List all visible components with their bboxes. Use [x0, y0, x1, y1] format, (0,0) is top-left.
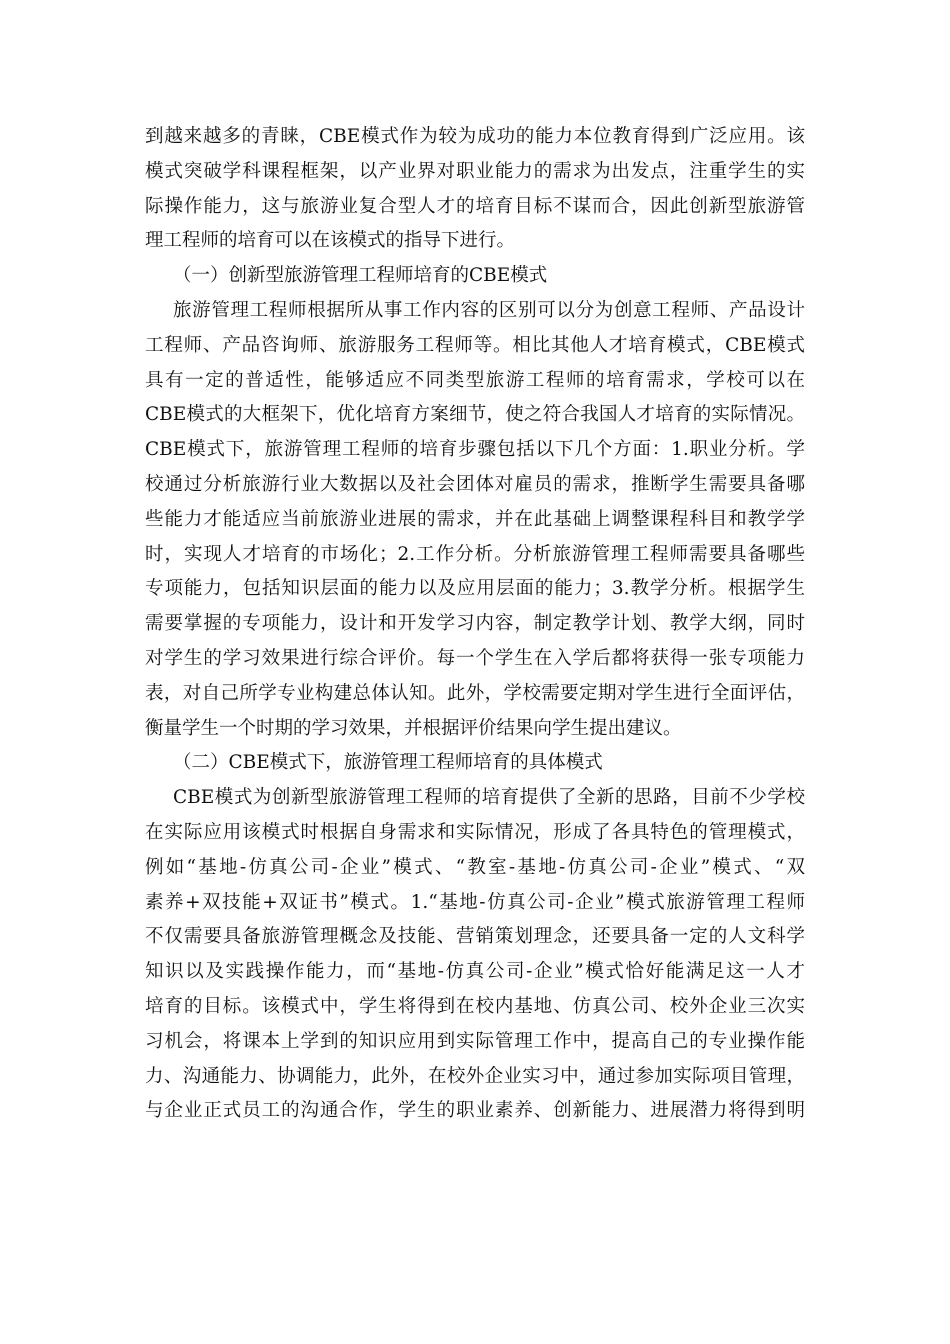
paragraph-line: 表，对自己所学专业构建总体认知。此外，学校需要定期对学生进行全面评估，	[145, 682, 805, 704]
paragraph-line: 工程师、产品咨询师、旅游服务工程师等。相比其他人才培育模式，CBE模式	[145, 334, 805, 356]
paragraph-line: 专项能力，包括知识层面的能力以及应用层面的能力；3.教学分析。根据学生	[145, 578, 805, 600]
section-heading: （一）创新型旅游管理工程师培育的CBE模式	[173, 265, 548, 287]
document-body-text	[145, 120, 805, 1129]
paragraph-line: CBE模式下，旅游管理工程师的培育步骤包括以下几个方面：1.职业分析。学	[145, 439, 805, 461]
paragraph-line: 素养+双技能+双证书”模式。1.“基地-仿真公司-企业”模式旅游管理工程师	[145, 891, 805, 913]
paragraph-line: 理工程师的培育可以在该模式的指导下进行。	[145, 230, 516, 252]
paragraph-line: 时，实现人才培育的市场化；2.工作分析。分析旅游管理工程师需要具备哪些	[145, 543, 805, 565]
paragraph-line: 需要掌握的专项能力，设计和开发学习内容，制定教学计划、教学大纲，同时	[145, 613, 805, 635]
paragraph-line: 旅游管理工程师根据所从事工作内容的区别可以分为创意工程师、产品设计	[173, 299, 805, 321]
paragraph-line: 些能力才能适应当前旅游业进展的需求，并在此基础上调整课程科目和教学学	[145, 508, 805, 530]
paragraph-line: 具有一定的普适性，能够适应不同类型旅游工程师的培育需求，学校可以在	[145, 369, 805, 391]
paragraph-line: 模式突破学科课程框架，以产业界对职业能力的需求为出发点，注重学生的实	[145, 160, 805, 182]
paragraph-line: 与企业正式员工的沟通合作，学生的职业素养、创新能力、进展潜力将得到明	[145, 1100, 805, 1122]
paragraph-line: 不仅需要具备旅游管理概念及技能、营销策划理念，还要具备一定的人文科学	[145, 926, 805, 948]
paragraph-line: 培育的目标。该模式中，学生将得到在校内基地、仿真公司、校外企业三次实	[145, 995, 805, 1017]
paragraph-line: 力、沟通能力、协调能力，此外，在校外企业实习中，通过参加实际项目管理，	[145, 1065, 805, 1087]
paragraph-line: 到越来越多的青睐，CBE模式作为较为成功的能力本位教育得到广泛应用。该	[145, 126, 805, 147]
paragraph-line: 例如“基地-仿真公司-企业”模式、“教室-基地-仿真公司-企业”模式、“双	[145, 856, 805, 878]
paragraph-line: CBE模式的大框架下，优化培育方案细节，使之符合我国人才培育的实际情况。	[145, 404, 805, 426]
paragraph-line: 习机会，将课本上学到的知识应用到实际管理工作中，提高自己的专业操作能	[145, 1030, 805, 1052]
paragraph-line: 在实际应用该模式时根据自身需求和实际情况，形成了各具特色的管理模式，	[145, 821, 805, 843]
paragraph-line: 际操作能力，这与旅游业复合型人才的培育目标不谋而合，因此创新型旅游管	[145, 195, 805, 217]
paragraph-line: 校通过分析旅游行业大数据以及社会团体对雇员的需求，推断学生需要具备哪	[145, 473, 805, 495]
paragraph-line: 知识以及实践操作能力，而“基地-仿真公司-企业”模式恰好能满足这一人才	[145, 961, 805, 983]
paragraph-line: 对学生的学习效果进行综合评价。每一个学生在入学后都将获得一张专项能力	[145, 647, 805, 669]
section-heading: （二）CBE模式下，旅游管理工程师培育的具体模式	[173, 752, 603, 774]
paragraph-line: CBE模式为创新型旅游管理工程师的培育提供了全新的思路，目前不少学校	[173, 787, 805, 809]
paragraph-line: 衡量学生一个时期的学习效果，并根据评价结果向学生提出建议。	[145, 717, 682, 739]
